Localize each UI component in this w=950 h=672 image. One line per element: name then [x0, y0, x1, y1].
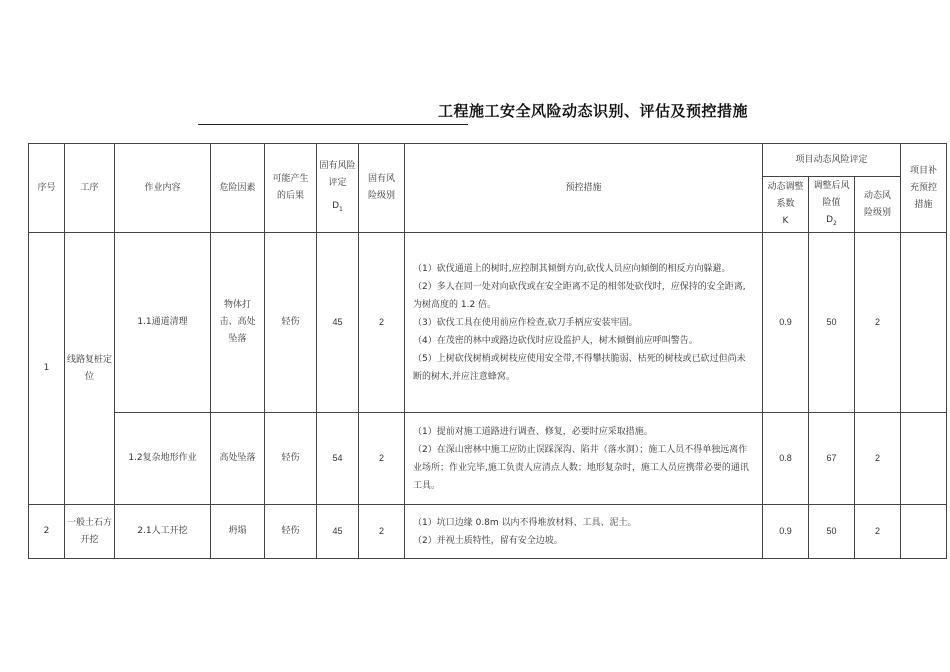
cell-supplement [901, 413, 947, 505]
header-process: 工序 [65, 144, 115, 233]
cell-measures [405, 233, 763, 413]
cell-adjusted-value: 67 [809, 413, 855, 505]
header-adjusted-sub: 2 [833, 219, 837, 227]
header-content: 作业内容 [115, 144, 211, 233]
cell-k-factor: 0.9 [763, 233, 809, 413]
table-row [29, 413, 947, 505]
cell-hazard: 高处坠落 [211, 413, 265, 505]
header-k-symbol: K [782, 216, 789, 226]
cell-measures [405, 413, 763, 505]
header-measures: 预控措施 [405, 144, 763, 233]
cell-inherent-eval: 45 [317, 505, 359, 559]
cell-dynamic-level: 2 [855, 505, 901, 559]
measure-item: （1）砍伐通道上的树时,应控制其倾倒方向,砍伐人员应向倾倒的相反方向躲避。 [413, 263, 731, 274]
cell-hazard: 坍塌 [211, 505, 265, 559]
header-hazard: 危险因素 [211, 144, 265, 233]
cell-dynamic-level: 2 [855, 413, 901, 505]
cell-content: 1.2复杂地形作业 [115, 413, 211, 505]
cell-measures [405, 505, 763, 559]
header-inherent-eval-sub: 1 [339, 205, 343, 213]
document-title: 工程施工安全风险动态识别、评估及预控措施 [438, 102, 749, 120]
header-consequence: 可能产生的后果 [265, 144, 317, 233]
measure-item: （2）并视土质特性，留有安全边坡。 [413, 535, 563, 546]
risk-assessment-table [28, 143, 947, 559]
cell-hazard: 物体打击、高处坠落 [211, 233, 265, 413]
cell-k-factor: 0.9 [763, 505, 809, 559]
header-k-factor [763, 177, 809, 233]
cell-process: 线路复桩定位 [65, 233, 115, 505]
cell-adjusted-value: 50 [809, 505, 855, 559]
measure-item: （1）提前对施工道路进行调查、修复，必要时应采取措施。 [413, 426, 653, 437]
cell-content: 2.1人工开挖 [115, 505, 211, 559]
cell-supplement [901, 505, 947, 559]
cell-seq: 2 [29, 505, 65, 559]
header-adjusted-symbol: D [826, 214, 834, 225]
table-row [29, 505, 947, 559]
cell-inherent-level: 2 [359, 233, 405, 413]
cell-adjusted-value: 50 [809, 233, 855, 413]
header-inherent-eval-symbol: D [332, 201, 340, 212]
measure-item: （1）坑口边缘 0.8m 以内不得堆放材料、工具、泥土。 [413, 517, 637, 528]
measure-item: （5）上树砍伐树梢或树枝应使用安全带,不得攀扶脆弱、枯死的树枝或已砍过但尚未断的树木,并应注意蜂窝。 [413, 353, 746, 382]
header-inherent-level: 固有风险级别 [359, 144, 405, 233]
header-adjusted-value-label: 调整后风险值 [813, 180, 850, 208]
cell-k-factor: 0.8 [763, 413, 809, 505]
measure-item: （2）多人在同一处对向砍伐或在安全距离不足的相邻处砍伐时，应保持的安全距离,为树高度的 1.2 倍。 [413, 281, 746, 310]
measure-item: （2）在深山密林中施工应防止误踩深沟、陷井（落水洞）；施工人员不得单独远离作业场所；作业完毕,施工负责人应清点人数；地形复杂时，施工人员应携带必要的通讯工具。 [413, 444, 749, 491]
cell-consequence: 轻伤 [265, 233, 317, 413]
header-adjusted-value [809, 177, 855, 233]
measure-item: （3）砍伐工具在使用前应作检查,砍刀手柄应安装牢固。 [413, 317, 638, 328]
cell-content: 1.1通道清理 [115, 233, 211, 413]
cell-process: 一般土石方开挖 [65, 505, 115, 559]
header-k-factor-label: 动态调整系数 [767, 182, 804, 209]
title-underline [198, 124, 468, 125]
cell-inherent-level: 2 [359, 505, 405, 559]
cell-dynamic-level: 2 [855, 233, 901, 413]
cell-inherent-eval: 45 [317, 233, 359, 413]
table-row [29, 233, 947, 413]
cell-consequence: 轻伤 [265, 413, 317, 505]
header-dynamic-group: 项目动态风险评定 [763, 144, 901, 177]
cell-supplement [901, 233, 947, 413]
cell-inherent-eval: 54 [317, 413, 359, 505]
header-seq: 序号 [29, 144, 65, 233]
header-inherent-eval-label: 固有风险评定 [319, 161, 356, 189]
cell-consequence: 轻伤 [265, 505, 317, 559]
measure-item: （4）在茂密的林中或路边砍伐时应设监护人，树木倾倒前应呼叫警告。 [413, 335, 698, 346]
header-supplement: 项目补充预控措施 [901, 144, 947, 233]
header-dynamic-level: 动态风险级别 [855, 177, 901, 233]
cell-seq: 1 [29, 233, 65, 505]
cell-inherent-level: 2 [359, 413, 405, 505]
header-inherent-eval [317, 144, 359, 233]
